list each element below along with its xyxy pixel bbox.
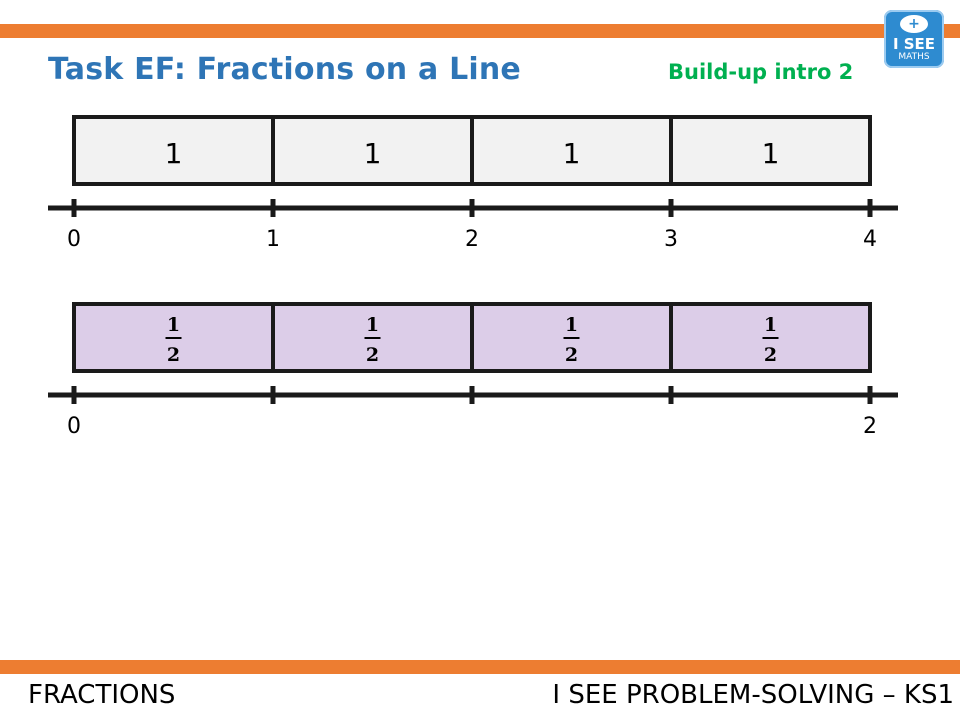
fraction-denominator: 2 bbox=[564, 344, 579, 366]
tick-label: 0 bbox=[67, 227, 81, 252]
tick-label: 1 bbox=[266, 227, 280, 252]
bottom-accent-bar bbox=[0, 660, 960, 674]
page-subtitle: Build-up intro 2 bbox=[668, 60, 854, 84]
fraction-denominator: 2 bbox=[166, 344, 181, 366]
tick-label: 2 bbox=[863, 414, 877, 439]
eye-plus-icon: + bbox=[900, 15, 928, 33]
footer-topic: FRACTIONS bbox=[28, 680, 176, 710]
tick-label: 4 bbox=[863, 227, 877, 252]
whole-cell-label: 1 bbox=[164, 137, 183, 170]
logo-text-line1: I SEE bbox=[892, 35, 936, 53]
fraction-numerator: 1 bbox=[763, 314, 778, 336]
fraction-numerator: 1 bbox=[365, 314, 380, 336]
fraction-numerator: 1 bbox=[166, 314, 181, 336]
page-title: Task EF: Fractions on a Line bbox=[48, 52, 521, 87]
footer-series: I SEE PROBLEM-SOLVING – KS1 bbox=[552, 680, 954, 710]
whole-cell-label: 1 bbox=[562, 137, 581, 170]
fraction-denominator: 2 bbox=[365, 344, 380, 366]
whole-cell-label: 1 bbox=[363, 137, 382, 170]
whole-cell-label: 1 bbox=[761, 137, 780, 170]
logo-text-line2: MATHS bbox=[898, 52, 930, 62]
fraction-numerator: 1 bbox=[564, 314, 579, 336]
tick-label: 2 bbox=[465, 227, 479, 252]
tick-label: 0 bbox=[67, 414, 81, 439]
tick-label: 3 bbox=[664, 227, 678, 252]
fraction-denominator: 2 bbox=[763, 344, 778, 366]
